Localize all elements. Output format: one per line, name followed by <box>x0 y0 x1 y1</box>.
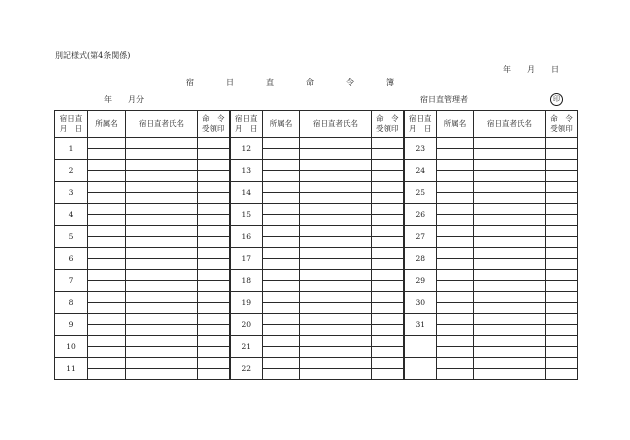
affiliation-cell[interactable] <box>263 325 300 336</box>
affiliation-cell[interactable] <box>88 237 126 248</box>
affiliation-cell[interactable] <box>263 336 300 347</box>
form-title: 別記様式(第4条関係) <box>55 51 131 60</box>
name-cell[interactable] <box>474 358 546 369</box>
name-cell[interactable] <box>300 336 372 347</box>
day-cell: 25 <box>404 182 437 204</box>
affiliation-cell[interactable] <box>88 292 126 303</box>
name-cell[interactable] <box>126 171 198 182</box>
day-cell: 19 <box>230 292 263 314</box>
receipt-cell[interactable] <box>198 171 230 182</box>
affiliation-cell[interactable] <box>263 182 300 193</box>
affiliation-cell[interactable] <box>263 347 300 358</box>
receipt-cell[interactable] <box>372 248 404 259</box>
register-row <box>55 160 578 171</box>
affiliation-cell[interactable] <box>88 314 126 325</box>
receipt-cell[interactable] <box>372 303 404 314</box>
receipt-cell[interactable] <box>198 259 230 270</box>
affiliation-cell[interactable] <box>437 325 474 336</box>
receipt-cell[interactable] <box>546 138 578 149</box>
affiliation-cell[interactable] <box>437 347 474 358</box>
name-cell[interactable] <box>474 182 546 193</box>
receipt-cell[interactable] <box>198 226 230 237</box>
receipt-cell[interactable] <box>372 358 404 369</box>
name-cell[interactable] <box>126 347 198 358</box>
name-cell[interactable] <box>126 160 198 171</box>
day-cell: 9 <box>55 314 88 336</box>
name-cell[interactable] <box>474 160 546 171</box>
affiliation-cell[interactable] <box>437 336 474 347</box>
receipt-cell[interactable] <box>372 314 404 325</box>
affiliation-cell[interactable] <box>88 160 126 171</box>
day-cell: 8 <box>55 292 88 314</box>
receipt-cell[interactable] <box>372 193 404 204</box>
name-cell[interactable] <box>474 193 546 204</box>
affiliation-cell[interactable] <box>437 193 474 204</box>
day-cell: 17 <box>230 248 263 270</box>
day-cell: 28 <box>404 248 437 270</box>
name-cell[interactable] <box>126 314 198 325</box>
affiliation-cell[interactable] <box>437 303 474 314</box>
receipt-cell[interactable] <box>198 138 230 149</box>
day-cell: 5 <box>55 226 88 248</box>
affiliation-cell[interactable] <box>437 292 474 303</box>
receipt-cell[interactable] <box>198 204 230 215</box>
receipt-header: 命 令 受領印 <box>372 111 404 138</box>
affiliation-cell[interactable] <box>88 215 126 226</box>
name-cell[interactable] <box>300 270 372 281</box>
receipt-cell[interactable] <box>546 193 578 204</box>
day-cell: 3 <box>55 182 88 204</box>
affiliation-cell[interactable] <box>437 369 474 380</box>
register-row <box>55 226 578 237</box>
name-header: 宿日直者氏名 <box>300 111 372 138</box>
name-cell[interactable] <box>474 237 546 248</box>
day-cell: 22 <box>230 358 263 380</box>
affiliation-cell[interactable] <box>88 138 126 149</box>
manager-label: 宿日直管理者 <box>420 95 468 104</box>
affiliation-cell[interactable] <box>437 270 474 281</box>
name-cell[interactable] <box>474 303 546 314</box>
name-cell[interactable] <box>126 358 198 369</box>
register-subrow <box>55 347 578 358</box>
affiliation-cell[interactable] <box>437 204 474 215</box>
receipt-cell[interactable] <box>198 160 230 171</box>
receipt-cell[interactable] <box>372 171 404 182</box>
register-row <box>55 182 578 193</box>
register-subrow <box>55 303 578 314</box>
name-header: 宿日直者氏名 <box>126 111 198 138</box>
register-row <box>55 336 578 347</box>
affiliation-cell[interactable] <box>88 358 126 369</box>
name-header: 宿日直者氏名 <box>474 111 546 138</box>
affiliation-cell[interactable] <box>263 171 300 182</box>
name-cell[interactable] <box>126 336 198 347</box>
receipt-cell[interactable] <box>372 270 404 281</box>
affiliation-header: 所属名 <box>437 111 474 138</box>
name-cell[interactable] <box>126 237 198 248</box>
affiliation-cell[interactable] <box>263 204 300 215</box>
affiliation-cell[interactable] <box>437 226 474 237</box>
receipt-cell[interactable] <box>546 215 578 226</box>
affiliation-cell[interactable] <box>263 292 300 303</box>
day-cell: 16 <box>230 226 263 248</box>
receipt-cell[interactable] <box>372 325 404 336</box>
affiliation-cell[interactable] <box>88 347 126 358</box>
date-header: 宿日直 月 日 <box>404 111 437 138</box>
name-cell[interactable] <box>474 281 546 292</box>
day-cell: 26 <box>404 204 437 226</box>
day-cell: 15 <box>230 204 263 226</box>
day-cell: 6 <box>55 248 88 270</box>
receipt-cell[interactable] <box>546 270 578 281</box>
receipt-cell[interactable] <box>546 369 578 380</box>
day-cell: 11 <box>55 358 88 380</box>
affiliation-cell[interactable] <box>263 270 300 281</box>
name-cell[interactable] <box>126 204 198 215</box>
receipt-cell[interactable] <box>546 303 578 314</box>
affiliation-cell[interactable] <box>263 149 300 160</box>
affiliation-header: 所属名 <box>88 111 126 138</box>
name-cell[interactable] <box>126 369 198 380</box>
receipt-cell[interactable] <box>198 270 230 281</box>
receipt-cell[interactable] <box>372 336 404 347</box>
receipt-cell[interactable] <box>546 259 578 270</box>
receipt-cell[interactable] <box>372 259 404 270</box>
register-row <box>55 138 578 149</box>
affiliation-cell[interactable] <box>437 237 474 248</box>
affiliation-cell[interactable] <box>263 138 300 149</box>
seal-mark: 印 <box>550 93 563 106</box>
name-cell[interactable] <box>474 226 546 237</box>
name-cell[interactable] <box>474 336 546 347</box>
day-cell: 1 <box>55 138 88 160</box>
affiliation-cell[interactable] <box>263 259 300 270</box>
name-cell[interactable] <box>126 259 198 270</box>
receipt-cell[interactable] <box>546 325 578 336</box>
receipt-cell[interactable] <box>198 248 230 259</box>
affiliation-cell[interactable] <box>88 259 126 270</box>
day-cell: 27 <box>404 226 437 248</box>
affiliation-cell[interactable] <box>263 193 300 204</box>
name-cell[interactable] <box>126 292 198 303</box>
day-cell: 4 <box>55 204 88 226</box>
receipt-cell[interactable] <box>198 325 230 336</box>
name-cell[interactable] <box>300 204 372 215</box>
affiliation-cell[interactable] <box>88 182 126 193</box>
name-cell[interactable] <box>300 237 372 248</box>
receipt-cell[interactable] <box>546 182 578 193</box>
day-cell: 2 <box>55 160 88 182</box>
affiliation-cell[interactable] <box>437 138 474 149</box>
affiliation-cell[interactable] <box>88 336 126 347</box>
date-header: 宿日直 月 日 <box>55 111 88 138</box>
date-header: 宿日直 月 日 <box>230 111 263 138</box>
affiliation-cell[interactable] <box>263 160 300 171</box>
affiliation-cell[interactable] <box>88 204 126 215</box>
register-title: 宿日直命令簿 <box>186 78 426 87</box>
name-cell[interactable] <box>474 259 546 270</box>
name-cell[interactable] <box>300 303 372 314</box>
name-cell[interactable] <box>474 314 546 325</box>
date-line: 年 月 日 <box>503 65 559 74</box>
receipt-cell[interactable] <box>372 237 404 248</box>
name-cell[interactable] <box>474 292 546 303</box>
name-cell[interactable] <box>474 138 546 149</box>
name-cell[interactable] <box>300 182 372 193</box>
register-subrow <box>55 149 578 160</box>
name-cell[interactable] <box>126 226 198 237</box>
register-table <box>54 110 578 380</box>
receipt-cell[interactable] <box>546 248 578 259</box>
name-cell[interactable] <box>300 314 372 325</box>
name-cell[interactable] <box>300 215 372 226</box>
name-cell[interactable] <box>474 347 546 358</box>
affiliation-cell[interactable] <box>263 237 300 248</box>
receipt-cell[interactable] <box>546 204 578 215</box>
day-cell: 21 <box>230 336 263 358</box>
affiliation-cell[interactable] <box>88 149 126 160</box>
name-cell[interactable] <box>126 325 198 336</box>
name-cell[interactable] <box>474 270 546 281</box>
receipt-cell[interactable] <box>372 226 404 237</box>
day-cell: 7 <box>55 270 88 292</box>
name-cell[interactable] <box>300 292 372 303</box>
receipt-cell[interactable] <box>372 369 404 380</box>
name-cell[interactable] <box>300 160 372 171</box>
name-cell[interactable] <box>300 193 372 204</box>
register-subrow <box>55 281 578 292</box>
receipt-cell[interactable] <box>198 149 230 160</box>
receipt-cell[interactable] <box>372 347 404 358</box>
receipt-cell[interactable] <box>198 303 230 314</box>
affiliation-cell[interactable] <box>437 215 474 226</box>
receipt-cell[interactable] <box>546 226 578 237</box>
affiliation-cell[interactable] <box>437 160 474 171</box>
affiliation-cell[interactable] <box>88 248 126 259</box>
name-cell[interactable] <box>126 138 198 149</box>
affiliation-cell[interactable] <box>263 226 300 237</box>
day-cell: 10 <box>55 336 88 358</box>
name-cell[interactable] <box>474 325 546 336</box>
day-cell: 14 <box>230 182 263 204</box>
name-cell[interactable] <box>474 215 546 226</box>
register-subrow <box>55 369 578 380</box>
day-cell: 23 <box>404 138 437 160</box>
receipt-cell[interactable] <box>546 149 578 160</box>
affiliation-cell[interactable] <box>263 303 300 314</box>
register-subrow <box>55 215 578 226</box>
receipt-cell[interactable] <box>198 347 230 358</box>
day-cell: 18 <box>230 270 263 292</box>
receipt-cell[interactable] <box>546 347 578 358</box>
affiliation-cell[interactable] <box>263 281 300 292</box>
receipt-cell[interactable] <box>198 193 230 204</box>
day-cell: 12 <box>230 138 263 160</box>
day-cell <box>404 358 437 380</box>
receipt-header: 命 令 受領印 <box>198 111 230 138</box>
register-row <box>55 270 578 281</box>
affiliation-cell[interactable] <box>263 215 300 226</box>
receipt-cell[interactable] <box>546 314 578 325</box>
name-cell[interactable] <box>126 303 198 314</box>
name-cell[interactable] <box>300 226 372 237</box>
day-cell: 20 <box>230 314 263 336</box>
day-cell <box>404 336 437 358</box>
register-subrow <box>55 259 578 270</box>
name-cell[interactable] <box>126 270 198 281</box>
affiliation-cell[interactable] <box>263 248 300 259</box>
day-cell: 13 <box>230 160 263 182</box>
receipt-cell[interactable] <box>198 292 230 303</box>
register-row <box>55 248 578 259</box>
name-cell[interactable] <box>300 325 372 336</box>
day-cell: 31 <box>404 314 437 336</box>
register-row <box>55 204 578 215</box>
name-cell[interactable] <box>474 248 546 259</box>
name-cell[interactable] <box>300 347 372 358</box>
affiliation-cell[interactable] <box>437 248 474 259</box>
register-subrow <box>55 171 578 182</box>
affiliation-header: 所属名 <box>263 111 300 138</box>
month-label: 年 月分 <box>104 95 144 104</box>
affiliation-cell[interactable] <box>88 193 126 204</box>
name-cell[interactable] <box>126 248 198 259</box>
name-cell[interactable] <box>126 281 198 292</box>
affiliation-cell[interactable] <box>437 149 474 160</box>
receipt-cell[interactable] <box>198 336 230 347</box>
name-cell[interactable] <box>300 149 372 160</box>
name-cell[interactable] <box>126 182 198 193</box>
name-cell[interactable] <box>300 248 372 259</box>
header-row <box>55 111 578 138</box>
affiliation-cell[interactable] <box>263 369 300 380</box>
affiliation-cell[interactable] <box>88 303 126 314</box>
receipt-cell[interactable] <box>546 281 578 292</box>
affiliation-cell[interactable] <box>88 325 126 336</box>
affiliation-cell[interactable] <box>88 281 126 292</box>
receipt-cell[interactable] <box>198 281 230 292</box>
name-cell[interactable] <box>474 369 546 380</box>
receipt-cell[interactable] <box>372 292 404 303</box>
receipt-cell[interactable] <box>198 358 230 369</box>
name-cell[interactable] <box>474 171 546 182</box>
affiliation-cell[interactable] <box>437 281 474 292</box>
day-cell: 29 <box>404 270 437 292</box>
register-row <box>55 314 578 325</box>
day-cell: 30 <box>404 292 437 314</box>
receipt-cell[interactable] <box>198 215 230 226</box>
receipt-cell[interactable] <box>372 204 404 215</box>
name-cell[interactable] <box>300 358 372 369</box>
day-cell: 24 <box>404 160 437 182</box>
name-cell[interactable] <box>300 138 372 149</box>
receipt-cell[interactable] <box>198 314 230 325</box>
affiliation-cell[interactable] <box>437 171 474 182</box>
receipt-cell[interactable] <box>546 237 578 248</box>
affiliation-cell[interactable] <box>437 314 474 325</box>
name-cell[interactable] <box>126 215 198 226</box>
receipt-header: 命 令 受領印 <box>546 111 578 138</box>
affiliation-cell[interactable] <box>88 369 126 380</box>
receipt-cell[interactable] <box>546 160 578 171</box>
receipt-cell[interactable] <box>372 149 404 160</box>
receipt-cell[interactable] <box>372 160 404 171</box>
affiliation-cell[interactable] <box>263 314 300 325</box>
receipt-cell[interactable] <box>198 182 230 193</box>
receipt-cell[interactable] <box>546 292 578 303</box>
receipt-cell[interactable] <box>546 358 578 369</box>
affiliation-cell[interactable] <box>437 182 474 193</box>
receipt-cell[interactable] <box>372 138 404 149</box>
name-cell[interactable] <box>474 204 546 215</box>
name-cell[interactable] <box>300 171 372 182</box>
name-cell[interactable] <box>300 259 372 270</box>
register-row <box>55 358 578 369</box>
receipt-cell[interactable] <box>372 215 404 226</box>
affiliation-cell[interactable] <box>88 270 126 281</box>
receipt-cell[interactable] <box>372 281 404 292</box>
receipt-cell[interactable] <box>198 237 230 248</box>
receipt-cell[interactable] <box>546 336 578 347</box>
register-subrow <box>55 237 578 248</box>
receipt-cell[interactable] <box>198 369 230 380</box>
affiliation-cell[interactable] <box>263 358 300 369</box>
affiliation-cell[interactable] <box>437 259 474 270</box>
name-cell[interactable] <box>300 369 372 380</box>
affiliation-cell[interactable] <box>88 226 126 237</box>
affiliation-cell[interactable] <box>88 171 126 182</box>
receipt-cell[interactable] <box>546 171 578 182</box>
receipt-cell[interactable] <box>372 182 404 193</box>
name-cell[interactable] <box>474 149 546 160</box>
name-cell[interactable] <box>300 281 372 292</box>
name-cell[interactable] <box>126 149 198 160</box>
register-subrow <box>55 325 578 336</box>
affiliation-cell[interactable] <box>437 358 474 369</box>
register-row <box>55 292 578 303</box>
register-subrow <box>55 193 578 204</box>
name-cell[interactable] <box>126 193 198 204</box>
